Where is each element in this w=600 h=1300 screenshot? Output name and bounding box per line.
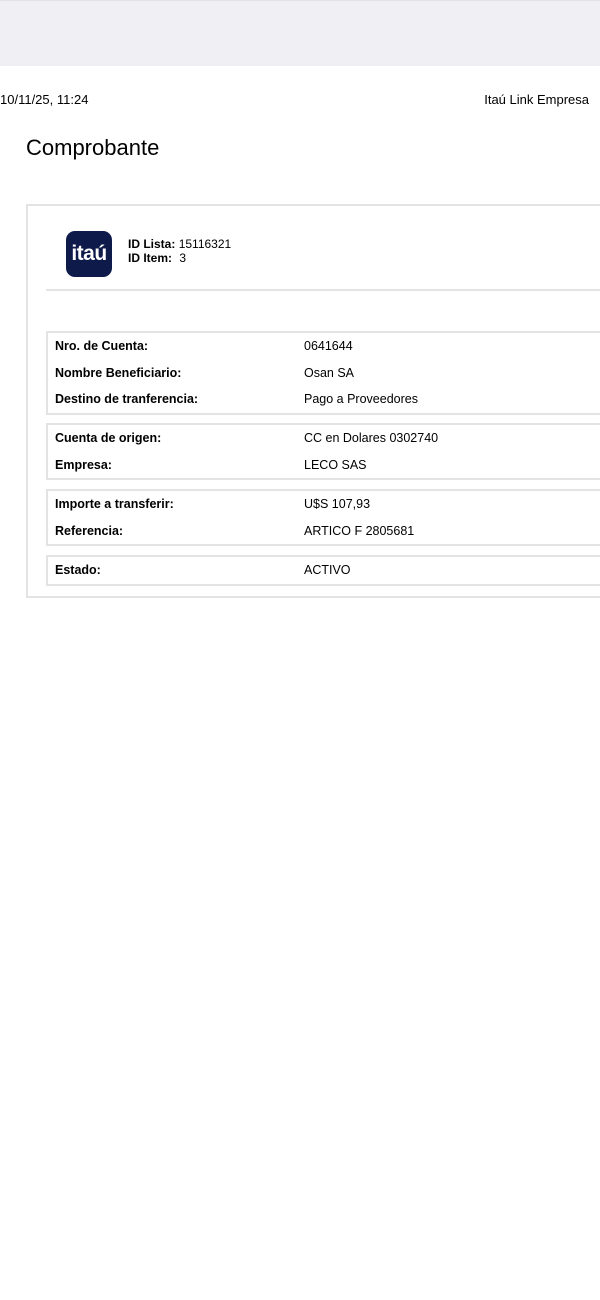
- print-header: [0, 92, 600, 108]
- row-label: Referencia:: [55, 523, 124, 538]
- row-label: Nombre Beneficiario:: [55, 365, 182, 380]
- beneficiary-group: [46, 331, 600, 415]
- detail-row: [48, 557, 600, 584]
- row-value: Osan SA: [304, 365, 355, 380]
- row-label: Empresa:: [55, 457, 112, 472]
- detail-row: [48, 452, 600, 479]
- logo-text: itaú: [71, 242, 107, 265]
- id-lista-label: ID Lista:: [128, 237, 176, 251]
- detail-row: [48, 425, 600, 452]
- row-value: 0641644: [304, 339, 353, 353]
- status-value: ACTIVO: [304, 563, 351, 577]
- detail-row: [48, 360, 600, 387]
- itau-logo: [66, 231, 112, 277]
- detail-row: [48, 518, 600, 545]
- page-title: Comprobante: [26, 135, 160, 160]
- print-datetime: 10/11/25, 11:24: [0, 92, 89, 107]
- id-block: [128, 237, 231, 265]
- row-label: Estado:: [55, 563, 101, 577]
- id-lista-value: 15116321: [178, 237, 232, 251]
- header-divider: [46, 289, 600, 291]
- id-item: [128, 251, 231, 265]
- row-value: ARTICO F 2805681: [304, 523, 415, 538]
- status-group: [46, 555, 600, 586]
- detail-row: [48, 386, 600, 413]
- receipt-card: [26, 204, 600, 598]
- detail-row: [48, 333, 600, 360]
- amount-group: [46, 489, 600, 546]
- row-label: Nro. de Cuenta:: [55, 339, 149, 353]
- row-value: LECO SAS: [304, 457, 367, 472]
- row-label: Cuenta de origen:: [55, 431, 162, 445]
- origin-group: [46, 423, 600, 480]
- detail-row: [48, 491, 600, 518]
- row-value: Pago a Proveedores: [304, 392, 418, 406]
- row-label: Destino de tranferencia:: [55, 392, 199, 406]
- row-label: Importe a transferir:: [55, 497, 174, 511]
- id-lista: [128, 237, 231, 251]
- id-item-value: 3: [179, 251, 187, 265]
- row-value: CC en Dolares 0302740: [304, 431, 439, 445]
- print-app-name: Itaú Link Empresa: [484, 92, 589, 107]
- id-item-label: ID Item:: [128, 251, 173, 265]
- row-value: U$S 107,93: [304, 497, 371, 511]
- browser-top-bar: [0, 0, 600, 66]
